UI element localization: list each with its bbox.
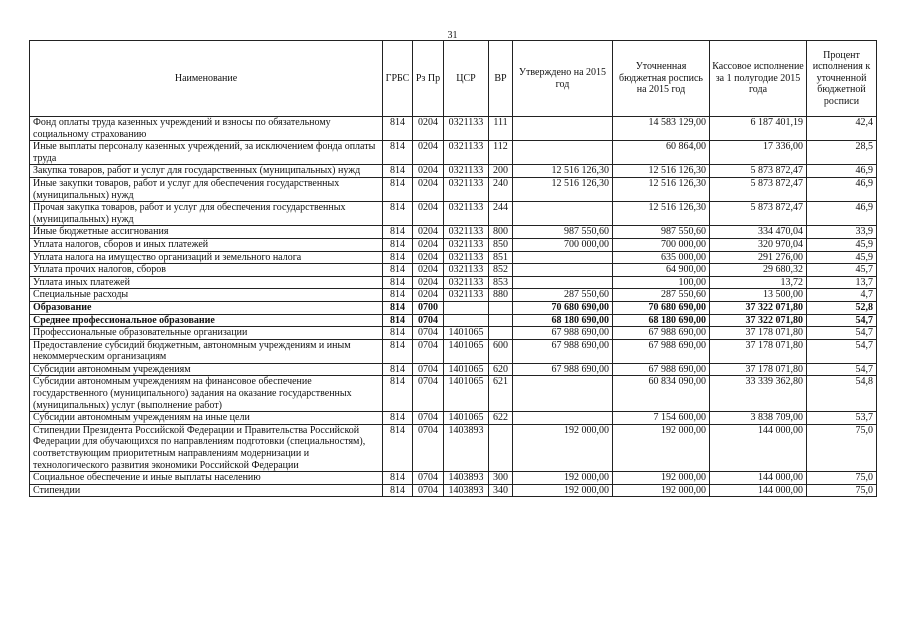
cell-name: Прочая закупка товаров, работ и услуг для обеспечения государственных (муниципальных) нужд <box>30 202 383 226</box>
cell-csr: 0321133 <box>444 226 489 239</box>
table-row <box>30 289 877 302</box>
cell-name: Уплата налогов, сборов и иных платежей <box>30 238 383 251</box>
cell-approved: 12 516 126,30 <box>513 165 613 178</box>
cell-name: Субсидии автономным учреждениям <box>30 363 383 376</box>
cell-name: Иные выплаты персоналу казенных учреждений, за исключением фонда оплаты труда <box>30 141 383 165</box>
cell-percent: 46,9 <box>807 202 877 226</box>
cell-grbs: 814 <box>383 472 413 485</box>
header-csr: ЦСР <box>444 41 489 117</box>
cell-percent: 45,9 <box>807 251 877 264</box>
cell-executed: 5 873 872,47 <box>710 177 807 201</box>
cell-approved: 67 988 690,00 <box>513 363 613 376</box>
header-revised: Уточненная бюджетная роспись на 2015 год <box>613 41 710 117</box>
cell-revised: 635 000,00 <box>613 251 710 264</box>
cell-percent: 54,7 <box>807 327 877 340</box>
cell-name: Образование <box>30 301 383 314</box>
cell-rzpr: 0704 <box>413 484 444 497</box>
cell-approved: 70 680 690,00 <box>513 301 613 314</box>
table-row <box>30 276 877 289</box>
cell-revised: 700 000,00 <box>613 238 710 251</box>
table-row <box>30 165 877 178</box>
table-row <box>30 412 877 425</box>
cell-grbs: 814 <box>383 251 413 264</box>
cell-vr: 800 <box>489 226 513 239</box>
cell-executed: 5 873 872,47 <box>710 202 807 226</box>
cell-executed: 33 339 362,80 <box>710 376 807 412</box>
cell-csr: 0321133 <box>444 177 489 201</box>
cell-vr: 850 <box>489 238 513 251</box>
cell-percent: 46,9 <box>807 165 877 178</box>
cell-percent: 42,4 <box>807 117 877 141</box>
cell-rzpr: 0204 <box>413 251 444 264</box>
cell-csr: 0321133 <box>444 238 489 251</box>
cell-csr: 1401065 <box>444 376 489 412</box>
cell-executed: 37 178 071,80 <box>710 339 807 363</box>
cell-percent: 28,5 <box>807 141 877 165</box>
budget-table <box>29 40 877 497</box>
cell-executed: 144 000,00 <box>710 424 807 471</box>
cell-percent: 54,7 <box>807 363 877 376</box>
cell-approved: 68 180 690,00 <box>513 314 613 327</box>
cell-name: Уплата иных платежей <box>30 276 383 289</box>
header-percent: Процент исполнения к уточненной бюджетной росписи <box>807 41 877 117</box>
cell-vr <box>489 424 513 471</box>
table-row <box>30 339 877 363</box>
table-row <box>30 424 877 471</box>
cell-revised: 12 516 126,30 <box>613 202 710 226</box>
cell-name: Субсидии автономным учреждениям на финансовое обеспечение государственного (муниципального) задания на оказание государственных (муниципальных) услуг (выполнение работ) <box>30 376 383 412</box>
cell-revised: 12 516 126,30 <box>613 177 710 201</box>
cell-grbs: 814 <box>383 289 413 302</box>
cell-approved: 287 550,60 <box>513 289 613 302</box>
cell-executed: 13,72 <box>710 276 807 289</box>
cell-executed: 29 680,32 <box>710 264 807 277</box>
cell-executed: 37 178 071,80 <box>710 327 807 340</box>
cell-rzpr: 0704 <box>413 472 444 485</box>
cell-approved <box>513 276 613 289</box>
cell-percent: 75,0 <box>807 424 877 471</box>
cell-name: Иные закупки товаров, работ и услуг для обеспечения государственных (муниципальных) нужд <box>30 177 383 201</box>
cell-rzpr: 0204 <box>413 276 444 289</box>
cell-executed: 3 838 709,00 <box>710 412 807 425</box>
cell-revised: 14 583 129,00 <box>613 117 710 141</box>
cell-executed: 5 873 872,47 <box>710 165 807 178</box>
cell-revised: 67 988 690,00 <box>613 363 710 376</box>
cell-percent: 52,8 <box>807 301 877 314</box>
cell-csr: 1403893 <box>444 472 489 485</box>
cell-vr: 622 <box>489 412 513 425</box>
cell-grbs: 814 <box>383 238 413 251</box>
cell-revised: 67 988 690,00 <box>613 327 710 340</box>
cell-approved <box>513 202 613 226</box>
cell-revised: 192 000,00 <box>613 472 710 485</box>
table-row <box>30 141 877 165</box>
cell-name: Социальное обеспечение и иные выплаты населению <box>30 472 383 485</box>
table-row <box>30 327 877 340</box>
cell-name: Субсидии автономным учреждениям на иные цели <box>30 412 383 425</box>
cell-grbs: 814 <box>383 301 413 314</box>
cell-csr: 1403893 <box>444 484 489 497</box>
cell-csr: 0321133 <box>444 165 489 178</box>
cell-csr: 1403893 <box>444 424 489 471</box>
cell-rzpr: 0204 <box>413 238 444 251</box>
cell-executed: 37 322 071,80 <box>710 301 807 314</box>
cell-grbs: 814 <box>383 117 413 141</box>
cell-revised: 7 154 600,00 <box>613 412 710 425</box>
cell-percent: 46,9 <box>807 177 877 201</box>
cell-vr: 200 <box>489 165 513 178</box>
table-row <box>30 314 877 327</box>
cell-grbs: 814 <box>383 165 413 178</box>
cell-vr: 851 <box>489 251 513 264</box>
cell-vr: 240 <box>489 177 513 201</box>
cell-revised: 987 550,60 <box>613 226 710 239</box>
cell-revised: 70 680 690,00 <box>613 301 710 314</box>
cell-vr: 340 <box>489 484 513 497</box>
table-body <box>30 117 877 497</box>
cell-rzpr: 0704 <box>413 376 444 412</box>
cell-approved <box>513 412 613 425</box>
cell-rzpr: 0704 <box>413 424 444 471</box>
header-vr: ВР <box>489 41 513 117</box>
cell-revised: 68 180 690,00 <box>613 314 710 327</box>
cell-percent: 75,0 <box>807 472 877 485</box>
cell-approved: 987 550,60 <box>513 226 613 239</box>
cell-vr: 112 <box>489 141 513 165</box>
cell-percent: 13,7 <box>807 276 877 289</box>
cell-executed: 13 500,00 <box>710 289 807 302</box>
cell-executed: 17 336,00 <box>710 141 807 165</box>
cell-csr <box>444 314 489 327</box>
cell-percent: 33,9 <box>807 226 877 239</box>
cell-name: Специальные расходы <box>30 289 383 302</box>
cell-vr: 852 <box>489 264 513 277</box>
cell-percent: 4,7 <box>807 289 877 302</box>
cell-grbs: 814 <box>383 177 413 201</box>
cell-approved: 192 000,00 <box>513 484 613 497</box>
cell-revised: 287 550,60 <box>613 289 710 302</box>
header-executed: Кассовое исполнение за 1 полугодие 2015 года <box>710 41 807 117</box>
table-row <box>30 484 877 497</box>
cell-name: Уплата прочих налогов, сборов <box>30 264 383 277</box>
cell-vr <box>489 301 513 314</box>
cell-rzpr: 0704 <box>413 327 444 340</box>
page-number: 31 <box>447 30 458 41</box>
cell-executed: 37 178 071,80 <box>710 363 807 376</box>
cell-percent: 45,9 <box>807 238 877 251</box>
cell-csr: 0321133 <box>444 251 489 264</box>
cell-approved: 700 000,00 <box>513 238 613 251</box>
cell-name: Предоставление субсидий бюджетным, автономным учреждениям и иным некоммерческим организациям <box>30 339 383 363</box>
cell-rzpr: 0704 <box>413 412 444 425</box>
cell-executed: 291 276,00 <box>710 251 807 264</box>
table-row <box>30 264 877 277</box>
cell-vr: 244 <box>489 202 513 226</box>
cell-name: Уплата налога на имущество организаций и земельного налога <box>30 251 383 264</box>
cell-executed: 144 000,00 <box>710 484 807 497</box>
cell-executed: 320 970,04 <box>710 238 807 251</box>
cell-approved: 192 000,00 <box>513 424 613 471</box>
cell-grbs: 814 <box>383 276 413 289</box>
table-row <box>30 301 877 314</box>
cell-csr: 0321133 <box>444 141 489 165</box>
cell-approved <box>513 141 613 165</box>
cell-percent: 75,0 <box>807 484 877 497</box>
table-header-row <box>30 41 877 117</box>
cell-executed: 144 000,00 <box>710 472 807 485</box>
cell-percent: 54,7 <box>807 314 877 327</box>
cell-rzpr: 0204 <box>413 141 444 165</box>
cell-revised: 100,00 <box>613 276 710 289</box>
header-approved: Утверждено на 2015 год <box>513 41 613 117</box>
cell-csr: 0321133 <box>444 117 489 141</box>
cell-grbs: 814 <box>383 484 413 497</box>
table-row <box>30 202 877 226</box>
header-grbs: ГРБС <box>383 41 413 117</box>
cell-rzpr: 0204 <box>413 165 444 178</box>
cell-revised: 60 864,00 <box>613 141 710 165</box>
cell-rzpr: 0704 <box>413 339 444 363</box>
cell-vr: 600 <box>489 339 513 363</box>
table-row <box>30 376 877 412</box>
cell-name: Стипендии Президента Российской Федерации и Правительства Российской Федерации для обучающихся по направлениям подготовки (специальностям), соответствующим приоритетным направлениям модернизации и технологического развития экономики Российской Федерации <box>30 424 383 471</box>
cell-rzpr: 0204 <box>413 264 444 277</box>
cell-csr: 1401065 <box>444 339 489 363</box>
cell-grbs: 814 <box>383 202 413 226</box>
cell-approved <box>513 117 613 141</box>
cell-rzpr: 0204 <box>413 289 444 302</box>
cell-vr: 300 <box>489 472 513 485</box>
cell-revised: 12 516 126,30 <box>613 165 710 178</box>
cell-name: Стипендии <box>30 484 383 497</box>
cell-csr: 0321133 <box>444 202 489 226</box>
table-row <box>30 117 877 141</box>
cell-vr <box>489 327 513 340</box>
cell-csr: 0321133 <box>444 264 489 277</box>
cell-rzpr: 0204 <box>413 226 444 239</box>
cell-executed: 37 322 071,80 <box>710 314 807 327</box>
cell-grbs: 814 <box>383 314 413 327</box>
table-row <box>30 251 877 264</box>
cell-approved: 12 516 126,30 <box>513 177 613 201</box>
cell-csr: 0321133 <box>444 289 489 302</box>
header-name: Наименование <box>30 41 383 117</box>
cell-grbs: 814 <box>383 424 413 471</box>
cell-grbs: 814 <box>383 339 413 363</box>
cell-rzpr: 0704 <box>413 363 444 376</box>
cell-executed: 6 187 401,19 <box>710 117 807 141</box>
cell-approved <box>513 251 613 264</box>
cell-rzpr: 0700 <box>413 301 444 314</box>
cell-revised: 67 988 690,00 <box>613 339 710 363</box>
cell-name: Фонд оплаты труда казенных учреждений и взносы по обязательному социальному страхованию <box>30 117 383 141</box>
cell-name: Закупка товаров, работ и услуг для государственных (муниципальных) нужд <box>30 165 383 178</box>
cell-grbs: 814 <box>383 363 413 376</box>
cell-csr: 1401065 <box>444 363 489 376</box>
cell-name: Иные бюджетные ассигнования <box>30 226 383 239</box>
cell-csr <box>444 301 489 314</box>
cell-percent: 54,7 <box>807 339 877 363</box>
cell-rzpr: 0204 <box>413 202 444 226</box>
cell-vr: 853 <box>489 276 513 289</box>
cell-approved: 192 000,00 <box>513 472 613 485</box>
cell-revised: 64 900,00 <box>613 264 710 277</box>
cell-csr: 1401065 <box>444 327 489 340</box>
cell-rzpr: 0204 <box>413 117 444 141</box>
cell-approved: 67 988 690,00 <box>513 327 613 340</box>
cell-percent: 54,8 <box>807 376 877 412</box>
table-row <box>30 177 877 201</box>
cell-vr: 880 <box>489 289 513 302</box>
cell-vr: 620 <box>489 363 513 376</box>
cell-revised: 192 000,00 <box>613 424 710 471</box>
cell-csr: 0321133 <box>444 276 489 289</box>
cell-rzpr: 0704 <box>413 314 444 327</box>
table-row <box>30 226 877 239</box>
cell-grbs: 814 <box>383 264 413 277</box>
header-rzpr: Рз Пр <box>413 41 444 117</box>
cell-grbs: 814 <box>383 327 413 340</box>
cell-name: Среднее профессиональное образование <box>30 314 383 327</box>
cell-grbs: 814 <box>383 226 413 239</box>
cell-percent: 53,7 <box>807 412 877 425</box>
cell-revised: 60 834 090,00 <box>613 376 710 412</box>
cell-vr: 111 <box>489 117 513 141</box>
cell-csr: 1401065 <box>444 412 489 425</box>
cell-approved: 67 988 690,00 <box>513 339 613 363</box>
cell-executed: 334 470,04 <box>710 226 807 239</box>
cell-approved <box>513 264 613 277</box>
cell-rzpr: 0204 <box>413 177 444 201</box>
cell-revised: 192 000,00 <box>613 484 710 497</box>
table-row <box>30 472 877 485</box>
cell-vr <box>489 314 513 327</box>
cell-approved <box>513 376 613 412</box>
cell-grbs: 814 <box>383 412 413 425</box>
cell-percent: 45,7 <box>807 264 877 277</box>
cell-vr: 621 <box>489 376 513 412</box>
cell-grbs: 814 <box>383 376 413 412</box>
cell-grbs: 814 <box>383 141 413 165</box>
table-row <box>30 363 877 376</box>
table-row <box>30 238 877 251</box>
cell-name: Профессиональные образовательные организации <box>30 327 383 340</box>
